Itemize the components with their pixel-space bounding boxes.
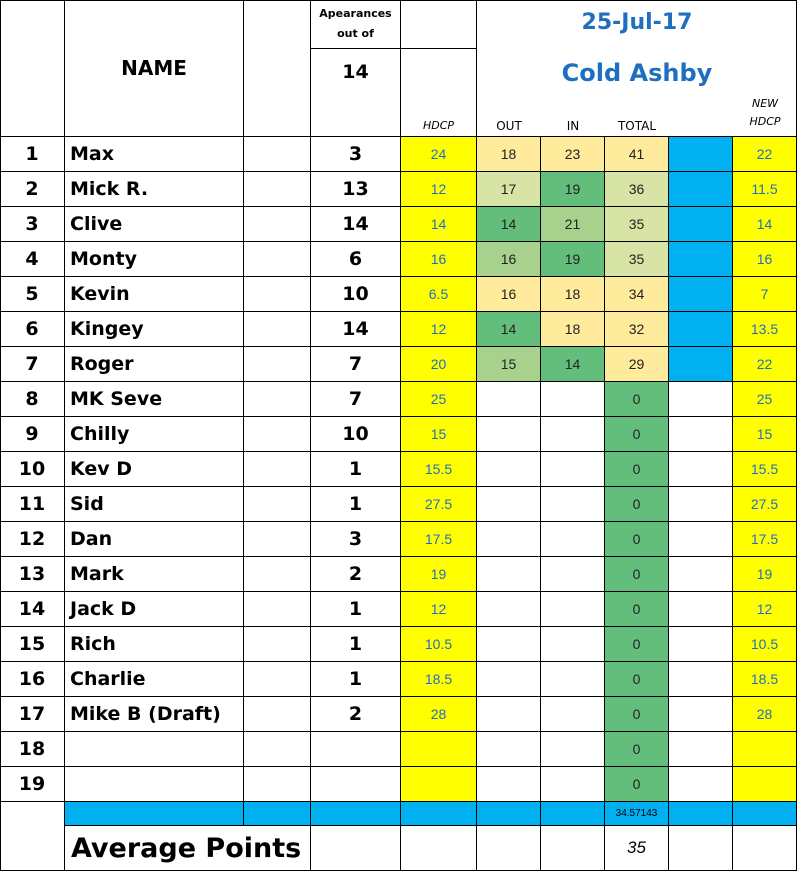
player-hdcp: 12 [401, 312, 477, 347]
player-appearances: 1 [311, 592, 401, 627]
player-total-score: 0 [605, 627, 669, 662]
player-out-score [477, 697, 541, 732]
player-total-score: 29 [605, 347, 669, 382]
player-hdcp: 24 [401, 137, 477, 172]
player-appearances: 10 [311, 277, 401, 312]
header-hdcp-top [401, 0, 477, 49]
header-out-label: OUT [496, 119, 522, 133]
footer-blank [733, 826, 797, 871]
player-total-score: 0 [605, 697, 669, 732]
player-total-score: 0 [605, 522, 669, 557]
player-new-hdcp: 28 [733, 697, 797, 732]
row-spacer [244, 382, 311, 417]
header-new-hdcp-label: NEW HDCP [749, 96, 781, 128]
header-blank-num [0, 0, 65, 137]
footer-cyan-band [733, 802, 797, 826]
player-new-hdcp: 15.5 [733, 452, 797, 487]
player-hdcp: 6.5 [401, 277, 477, 312]
player-in-score: 19 [541, 172, 605, 207]
row-spacer [244, 627, 311, 662]
row-spacer [244, 277, 311, 312]
header-name-label: NAME [65, 0, 244, 137]
row-number: 16 [0, 662, 65, 697]
player-out-score: 16 [477, 277, 541, 312]
player-appearances: 3 [311, 522, 401, 557]
player-name: Max [65, 137, 244, 172]
player-in-score [541, 382, 605, 417]
row-spacer [244, 207, 311, 242]
player-appearances: 10 [311, 417, 401, 452]
player-name [65, 732, 244, 767]
player-appearances: 14 [311, 207, 401, 242]
player-name: Rich [65, 627, 244, 662]
footer-blank [477, 826, 541, 871]
row-number: 7 [0, 347, 65, 382]
player-name: Roger [65, 347, 244, 382]
player-hdcp [401, 767, 477, 802]
row-spacer [244, 557, 311, 592]
player-new-hdcp: 11.5 [733, 172, 797, 207]
player-hdcp: 19 [401, 557, 477, 592]
player-appearances [311, 767, 401, 802]
player-new-hdcp: 7 [733, 277, 797, 312]
footer-blank-num [0, 802, 65, 871]
player-out-score: 14 [477, 312, 541, 347]
header-blank-cyan [669, 100, 733, 137]
player-in-score [541, 627, 605, 662]
row-spacer [244, 137, 311, 172]
player-total-score: 0 [605, 557, 669, 592]
player-new-hdcp: 14 [733, 207, 797, 242]
player-out-score [477, 627, 541, 662]
player-new-hdcp: 17.5 [733, 522, 797, 557]
player-out-score: 16 [477, 242, 541, 277]
cyan-blank-cell [669, 277, 733, 312]
player-new-hdcp: 16 [733, 242, 797, 277]
player-hdcp: 28 [401, 697, 477, 732]
row-spacer [244, 592, 311, 627]
player-hdcp: 18.5 [401, 662, 477, 697]
player-out-score [477, 382, 541, 417]
cyan-blank-cell [669, 172, 733, 207]
row-number: 17 [0, 697, 65, 732]
player-new-hdcp [733, 732, 797, 767]
cyan-blank-cell [669, 207, 733, 242]
player-appearances: 7 [311, 382, 401, 417]
player-name: MK Seve [65, 382, 244, 417]
player-out-score [477, 487, 541, 522]
cyan-blank-cell [669, 417, 733, 452]
cyan-blank-cell [669, 242, 733, 277]
player-new-hdcp: 10.5 [733, 627, 797, 662]
player-appearances: 1 [311, 487, 401, 522]
player-out-score: 14 [477, 207, 541, 242]
player-total-score: 35 [605, 207, 669, 242]
player-out-score [477, 417, 541, 452]
player-in-score [541, 662, 605, 697]
player-in-score [541, 522, 605, 557]
cyan-blank-cell [669, 312, 733, 347]
footer-total-average-raw: 34.57143 [605, 802, 669, 826]
player-new-hdcp: 12 [733, 592, 797, 627]
player-appearances: 1 [311, 662, 401, 697]
row-spacer [244, 697, 311, 732]
player-new-hdcp: 25 [733, 382, 797, 417]
player-new-hdcp: 13.5 [733, 312, 797, 347]
player-total-score: 0 [605, 417, 669, 452]
row-spacer [244, 732, 311, 767]
cyan-blank-cell [669, 592, 733, 627]
cyan-blank-cell [669, 732, 733, 767]
player-name: Mick R. [65, 172, 244, 207]
player-hdcp: 14 [401, 207, 477, 242]
row-spacer [244, 522, 311, 557]
footer-cyan-band [65, 802, 244, 826]
row-number: 3 [0, 207, 65, 242]
player-total-score: 41 [605, 137, 669, 172]
cyan-blank-cell [669, 767, 733, 802]
player-name: Kingey [65, 312, 244, 347]
player-appearances: 2 [311, 697, 401, 732]
player-appearances: 14 [311, 312, 401, 347]
player-total-score: 32 [605, 312, 669, 347]
player-total-score: 0 [605, 662, 669, 697]
row-number: 9 [0, 417, 65, 452]
row-number: 1 [0, 137, 65, 172]
player-hdcp: 25 [401, 382, 477, 417]
player-out-score: 18 [477, 137, 541, 172]
player-in-score [541, 732, 605, 767]
player-appearances: 13 [311, 172, 401, 207]
row-number: 2 [0, 172, 65, 207]
player-appearances: 6 [311, 242, 401, 277]
cyan-blank-cell [669, 627, 733, 662]
player-hdcp: 20 [401, 347, 477, 382]
player-name: Mark [65, 557, 244, 592]
header-appearances-label: Apearances out of [311, 0, 401, 49]
player-hdcp: 12 [401, 172, 477, 207]
header-blank-spacer [244, 0, 311, 137]
player-name [65, 767, 244, 802]
player-appearances: 7 [311, 347, 401, 382]
player-new-hdcp: 18.5 [733, 662, 797, 697]
player-hdcp: 15.5 [401, 452, 477, 487]
row-spacer [244, 242, 311, 277]
cyan-blank-cell [669, 697, 733, 732]
average-points-value: 35 [605, 826, 669, 871]
player-name: Clive [65, 207, 244, 242]
cyan-blank-cell [669, 452, 733, 487]
header-total-label: TOTAL [617, 119, 657, 133]
player-in-score [541, 697, 605, 732]
header-in-label: IN [566, 119, 580, 133]
row-spacer [244, 312, 311, 347]
footer-cyan-band [541, 802, 605, 826]
player-in-score: 23 [541, 137, 605, 172]
player-appearances: 1 [311, 452, 401, 487]
player-hdcp: 27.5 [401, 487, 477, 522]
row-spacer [244, 172, 311, 207]
player-total-score: 0 [605, 382, 669, 417]
player-out-score [477, 662, 541, 697]
footer-cyan-band [669, 802, 733, 826]
footer-cyan-band [311, 802, 401, 826]
player-name: Jack D [65, 592, 244, 627]
row-number: 12 [0, 522, 65, 557]
player-new-hdcp: 27.5 [733, 487, 797, 522]
footer-cyan-band [477, 802, 541, 826]
row-spacer [244, 662, 311, 697]
player-total-score: 0 [605, 767, 669, 802]
player-name: Dan [65, 522, 244, 557]
player-hdcp: 10.5 [401, 627, 477, 662]
cyan-blank-cell [669, 662, 733, 697]
player-out-score [477, 557, 541, 592]
player-name: Monty [65, 242, 244, 277]
row-number: 15 [0, 627, 65, 662]
player-total-score: 34 [605, 277, 669, 312]
player-hdcp [401, 732, 477, 767]
player-appearances: 3 [311, 137, 401, 172]
footer-blank [401, 826, 477, 871]
player-appearances: 2 [311, 557, 401, 592]
player-new-hdcp: 22 [733, 347, 797, 382]
player-in-score: 19 [541, 242, 605, 277]
player-out-score [477, 732, 541, 767]
player-total-score: 0 [605, 592, 669, 627]
header-venue: Cold Ashby [561, 58, 713, 87]
player-in-score [541, 592, 605, 627]
row-number: 11 [0, 487, 65, 522]
player-out-score [477, 452, 541, 487]
player-name: Charlie [65, 662, 244, 697]
cyan-blank-cell [669, 137, 733, 172]
row-number: 19 [0, 767, 65, 802]
player-total-score: 0 [605, 487, 669, 522]
player-new-hdcp: 15 [733, 417, 797, 452]
row-number: 10 [0, 452, 65, 487]
player-in-score: 18 [541, 277, 605, 312]
player-hdcp: 16 [401, 242, 477, 277]
player-total-score: 36 [605, 172, 669, 207]
player-in-score [541, 557, 605, 592]
player-name: Chilly [65, 417, 244, 452]
row-number: 13 [0, 557, 65, 592]
average-points-label: Average Points [65, 826, 311, 871]
player-new-hdcp [733, 767, 797, 802]
player-total-score: 35 [605, 242, 669, 277]
player-name: Mike B (Draft) [65, 697, 244, 732]
player-in-score [541, 487, 605, 522]
footer-blank [311, 826, 401, 871]
footer-blank [541, 826, 605, 871]
player-in-score: 21 [541, 207, 605, 242]
row-number: 8 [0, 382, 65, 417]
player-out-score [477, 522, 541, 557]
player-name: Kevin [65, 277, 244, 312]
player-hdcp: 15 [401, 417, 477, 452]
cyan-blank-cell [669, 382, 733, 417]
player-appearances [311, 732, 401, 767]
header-appearances-total: 14 [311, 49, 401, 137]
player-in-score [541, 452, 605, 487]
footer-blank [669, 826, 733, 871]
row-number: 18 [0, 732, 65, 767]
player-new-hdcp: 19 [733, 557, 797, 592]
player-name: Kev D [65, 452, 244, 487]
player-new-hdcp: 22 [733, 137, 797, 172]
footer-cyan-band [244, 802, 311, 826]
player-out-score: 17 [477, 172, 541, 207]
player-name: Sid [65, 487, 244, 522]
footer-cyan-band [401, 802, 477, 826]
player-out-score [477, 767, 541, 802]
player-out-score [477, 592, 541, 627]
header-date-left-border [476, 0, 477, 137]
header-date: 25-Jul-17 [581, 10, 693, 35]
row-number: 5 [0, 277, 65, 312]
row-spacer [244, 452, 311, 487]
cyan-blank-cell [669, 347, 733, 382]
row-spacer [244, 347, 311, 382]
header-hdcp-label: HDCP [401, 49, 477, 137]
player-in-score [541, 417, 605, 452]
row-spacer [244, 487, 311, 522]
player-hdcp: 12 [401, 592, 477, 627]
row-spacer [244, 417, 311, 452]
player-out-score: 15 [477, 347, 541, 382]
row-number: 4 [0, 242, 65, 277]
row-spacer [244, 767, 311, 802]
player-in-score: 18 [541, 312, 605, 347]
player-hdcp: 17.5 [401, 522, 477, 557]
cyan-blank-cell [669, 522, 733, 557]
player-in-score: 14 [541, 347, 605, 382]
player-appearances: 1 [311, 627, 401, 662]
cyan-blank-cell [669, 487, 733, 522]
row-number: 14 [0, 592, 65, 627]
player-total-score: 0 [605, 732, 669, 767]
player-total-score: 0 [605, 452, 669, 487]
player-in-score [541, 767, 605, 802]
cyan-blank-cell [669, 557, 733, 592]
row-number: 6 [0, 312, 65, 347]
